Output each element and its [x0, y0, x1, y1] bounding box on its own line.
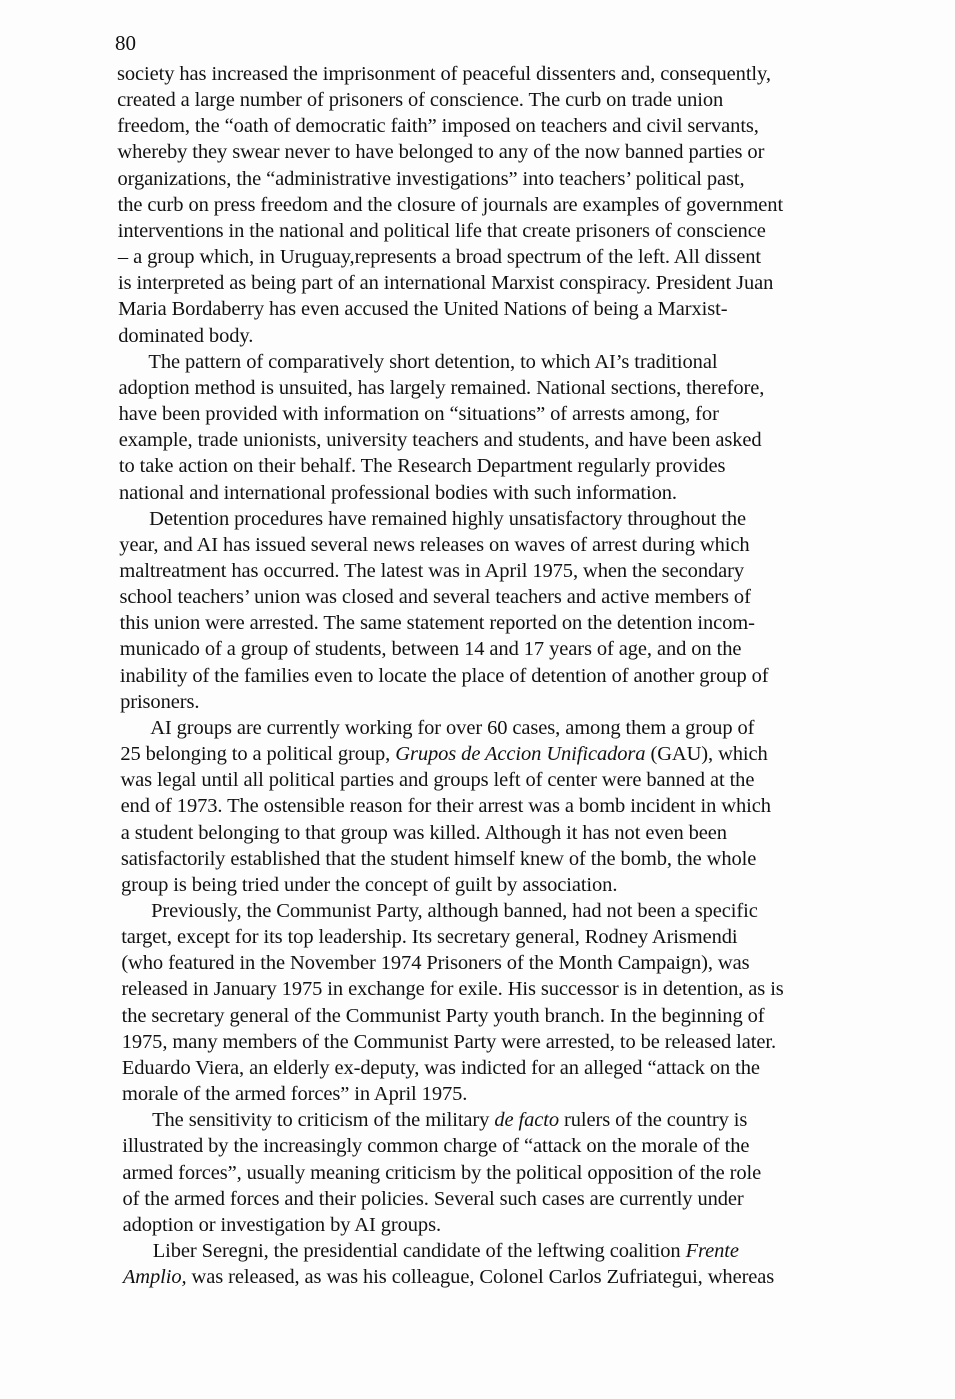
- paragraph: [117, 61, 917, 349]
- text-line: morale of the armed forces” in April 1975.: [121, 1083, 468, 1106]
- text-line: the secretary general of the Communist Party youth branch. In the beginning of: [121, 1004, 765, 1027]
- italic-term: Amplio,: [122, 1266, 187, 1289]
- text-line: dominated body.: [118, 324, 254, 347]
- text-line: to take action on their behalf. The Research Department regularly provides: [118, 455, 726, 478]
- text-line: Previously, the Communist Party, although banned, had not been a specific: [151, 900, 758, 922]
- text-line: inability of the families even to locate the place of detention of another group of: [119, 664, 769, 687]
- text-line: was legal until all political parties and groups left of center were banned at the: [120, 769, 755, 792]
- text-line: example, trade unionists, university teachers and students, and have been asked: [118, 429, 762, 452]
- text-run: was released, as was his colleague, Colonel Carlos Zufriategui, whereas: [186, 1266, 775, 1289]
- text-line: Detention procedures have remained highly unsatisfactory throughout the: [149, 507, 747, 530]
- paragraph: [117, 506, 917, 715]
- text-line: created a large number of prisoners of conscience. The curb on trade union: [117, 89, 724, 112]
- paragraph: [117, 1107, 917, 1238]
- text-line: AI groups are currently working for over 60 cases, among them a group of: [150, 716, 755, 739]
- text-line: Eduardo Viera, an elderly ex-deputy, was indicted for an alleged “attack on the: [121, 1056, 760, 1079]
- text-run: rulers of the country is: [559, 1109, 748, 1132]
- page-number: 80: [115, 31, 136, 55]
- text-line: society has increased the imprisonment of peaceful dissenters and, consequently,: [117, 63, 771, 85]
- text-line: [120, 741, 917, 767]
- paragraph: [117, 715, 917, 898]
- paragraph: [117, 898, 917, 1107]
- text-line: interventions in the national and political life that create prisoners of conscience: [117, 219, 766, 242]
- text-line: of the armed forces and their policies. Several such cases are currently under: [122, 1187, 744, 1210]
- text-line: (who featured in the November 1974 Prisoners of the Month Campaign), was: [121, 952, 750, 975]
- text-line: prisoners.: [120, 690, 200, 713]
- text-line: freedom, the “oath of democratic faith” imposed on teachers and civil servants,: [117, 115, 759, 138]
- text-line: municado of a group of students, between 14 and 17 years of age, and on the: [119, 638, 742, 661]
- text-line: whereby they swear never to have belonged to any of the now banned parties or: [117, 141, 765, 164]
- text-line: year, and AI has issued several news releases on waves of arrest during which: [119, 533, 750, 556]
- text-line: is interpreted as being part of an international Marxist conspiracy. President Juan: [118, 272, 774, 295]
- text-line: adoption method is unsuited, has largely remained. National sections, therefore,: [118, 376, 765, 399]
- text-line: national and international professional bodies with such information.: [119, 481, 677, 504]
- text-run: The sensitivity to criticism of the military: [152, 1109, 495, 1132]
- text-line: group is being tried under the concept of guilt by association.: [120, 873, 618, 896]
- text-line: released in January 1975 in exchange for exile. His successor is in detention, as is: [121, 978, 784, 1001]
- text-line: maltreatment has occurred. The latest was in April 1975, when the secondary: [119, 559, 744, 582]
- paragraph: [117, 349, 917, 506]
- text-line: a student belonging to that group was killed. Although it has not even been: [120, 821, 727, 844]
- text-line: target, except for its top leadership. Its secretary general, Rodney Arismendi: [121, 926, 738, 949]
- text-line: this union were arrested. The same statement reported on the detention incom-: [119, 612, 755, 635]
- text-line: [123, 1238, 917, 1264]
- text-line: have been provided with information on “situations” of arrests among, for: [118, 403, 719, 426]
- text-line: end of 1973. The ostensible reason for their arrest was a bomb incident in which: [120, 795, 771, 818]
- text-run: Liber Seregni, the presidential candidate of the leftwing coalition: [152, 1240, 686, 1263]
- italic-term: Grupos de Accion Unificadora: [395, 743, 646, 766]
- text-line: satisfactorily established that the student himself knew of the bomb, the whole: [120, 847, 757, 870]
- text-line: the curb on press freedom and the closure of journals are examples of government: [117, 193, 784, 216]
- text-line: 1975, many members of the Communist Party were arrested, to be released later.: [121, 1030, 776, 1053]
- text-line: school teachers’ union was closed and several teachers and active members of: [119, 586, 751, 609]
- italic-term: de facto: [494, 1109, 559, 1132]
- paragraph: [117, 1238, 917, 1290]
- text-line: Maria Bordaberry has even accused the United Nations of being a Marxist-: [118, 298, 728, 321]
- body-text: [117, 61, 917, 1290]
- text-line: [123, 1264, 917, 1290]
- text-line: illustrated by the increasingly common charge of “attack on the morale of the: [122, 1135, 750, 1158]
- text-line: adoption or investigation by AI groups.: [122, 1213, 441, 1236]
- text-run: (GAU), which: [645, 743, 768, 766]
- text-line: The pattern of comparatively short detention, to which AI’s traditional: [148, 350, 718, 373]
- italic-term: Frente: [685, 1240, 739, 1263]
- text-line: – a group which, in Uruguay,represents a broad spectrum of the left. All dissent: [117, 246, 761, 269]
- text-line: armed forces”, usually meaning criticism by the political opposition of the role: [122, 1161, 762, 1184]
- text-run: 25 belonging to a political group,: [120, 743, 396, 766]
- text-line: organizations, the “administrative investigations” into teachers’ political past,: [117, 167, 745, 190]
- text-line: [122, 1107, 917, 1133]
